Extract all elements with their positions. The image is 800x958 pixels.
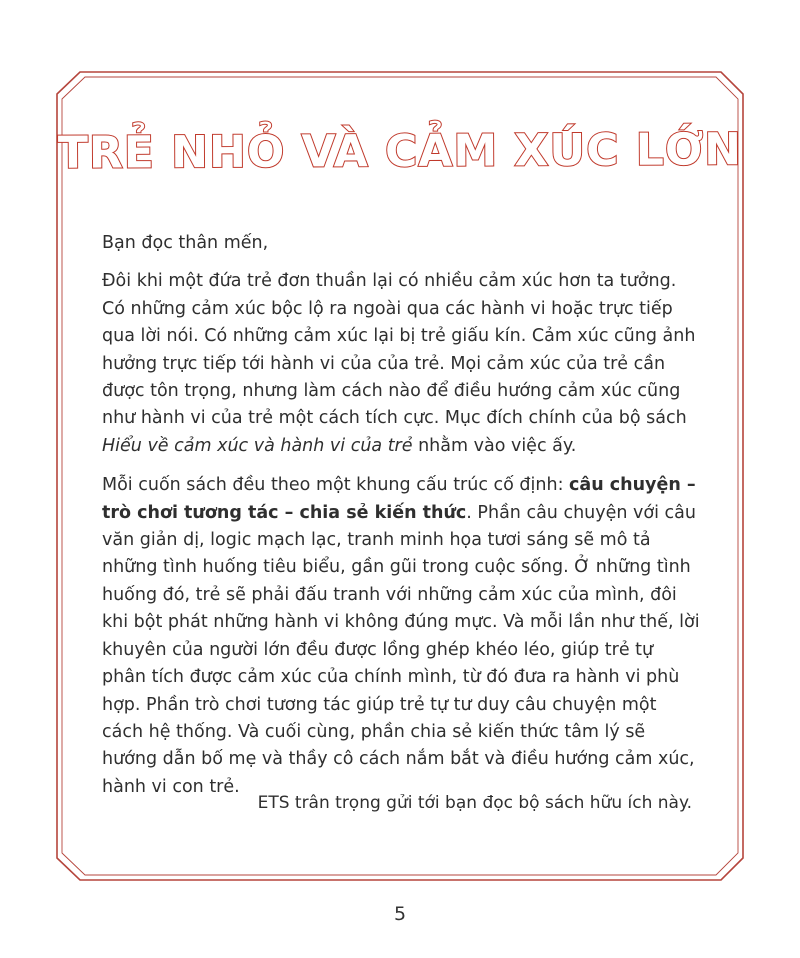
paragraph-intro-end: nhằm vào việc ấy. bbox=[412, 435, 577, 456]
structure-highlight: câu chuyện – trò chơi tương tác – chia sẻ kiến thức bbox=[102, 475, 696, 523]
paragraph-structure-text: Mỗi cuốn sách đều theo một khung cấu trúc cố định: bbox=[102, 475, 570, 496]
letter-body bbox=[102, 230, 702, 813]
paragraph-intro bbox=[102, 268, 702, 460]
book-series-title: Hiểu về cảm xúc và hành vi của trẻ bbox=[102, 435, 413, 456]
greeting: Bạn đọc thân mến, bbox=[102, 233, 269, 253]
page-number: 5 bbox=[393, 903, 407, 925]
signature-line: ETS trân trọng gửi tới bạn đọc bộ sách hữu ích này. bbox=[257, 793, 692, 813]
page-title: TRẺ NHỎ VÀ CẢM XÚC LỚN bbox=[57, 124, 743, 179]
paragraph-structure bbox=[102, 472, 702, 801]
paragraph-intro-text: Đôi khi một đứa trẻ đơn thuần lại có nhiều cảm xúc hơn ta tưởng. Có những cảm xúc bộc lộ ra ngoài qua các hành vi hoặc trực tiếp qua lời nói. Có những cảm xúc lại bị trẻ giấu kín. Cảm xúc cũng ảnh hưởng trực tiếp tới hành vi của của trẻ. Mọi cảm xúc của trẻ cần được tôn trọng, nhưng làm cách nào để điều hướng cảm xúc cũng như hành vi của trẻ một cách tích cực. Mục đích chính của bộ sách bbox=[102, 271, 696, 429]
paragraph-structure-rest: . Phần câu chuyện với câu văn giản dị, logic mạch lạc, tranh minh họa tươi sáng sẽ mô tả những tình huống tiêu biểu, gần gũi trong cuộc sống. Ở những tình huống đó, trẻ sẽ phải đấu tranh với những cảm xúc của mình, đôi khi bột phát những hành vi không đúng mực. Và mỗi lần như thế, lời khuyên của người lớn đều được lồng ghép khéo léo, giúp trẻ tự phân tích được cảm xúc của chính mình, từ đó đưa ra hành vi phù hợp. Phần trò chơi tương tác giúp trẻ tự tư duy câu chuyện một cách hệ thống. Và cuối cùng, phần chia sẻ kiến thức tâm lý sẽ hướng dẫn bố mẹ và thầy cô cách nắm bắt và điều hướng cảm xúc, hành vi con trẻ. bbox=[102, 502, 700, 797]
